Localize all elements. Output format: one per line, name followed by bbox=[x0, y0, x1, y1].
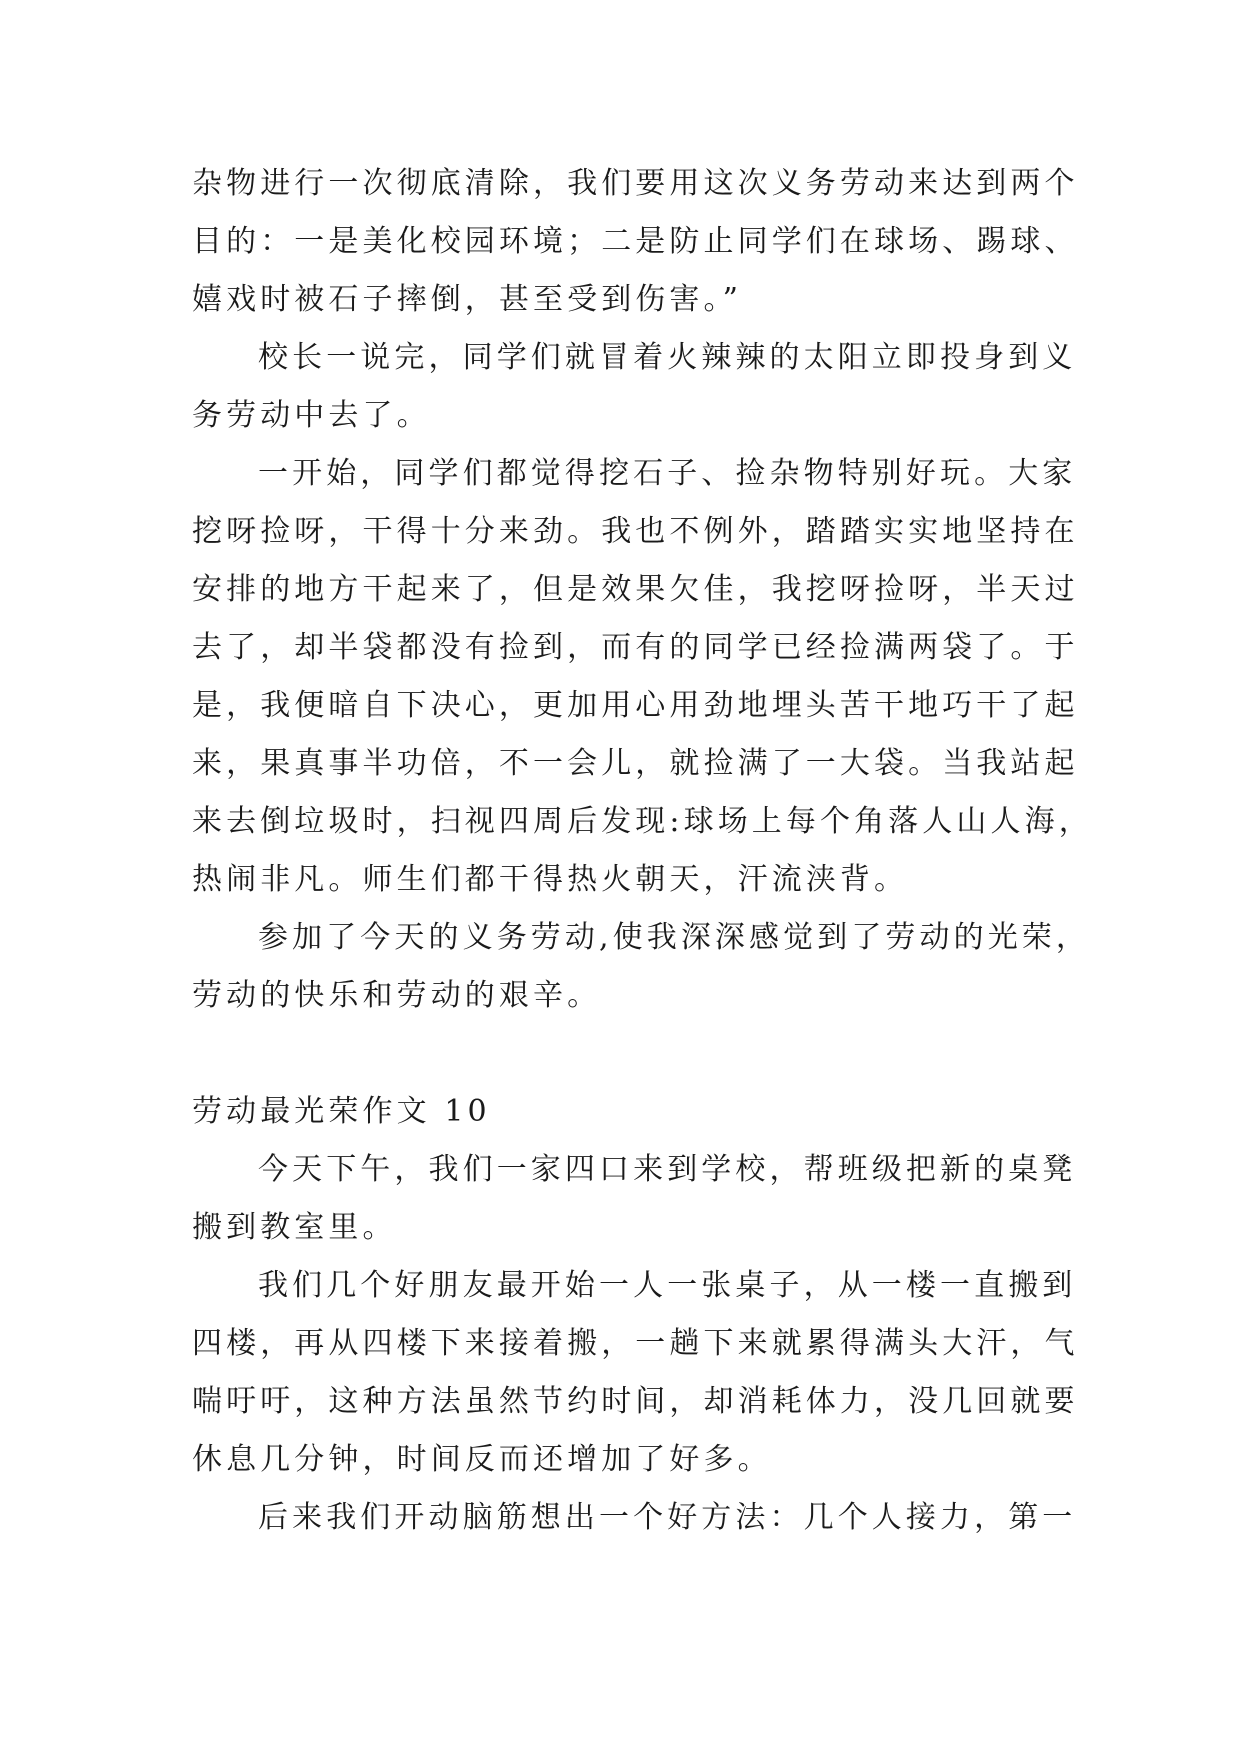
text-line: 喘吁吁，这种方法虽然节约时间，却消耗体力，没几回就要 bbox=[192, 1384, 1079, 1419]
text-line: 来，果真事半功倍，不一会儿，就捡满了一大袋。当我站起 bbox=[192, 746, 1079, 781]
text-line: 是，我便暗自下决心，更加用心用劲地埋头苦干地巧干了起 bbox=[192, 688, 1079, 723]
section-heading: 劳动最光荣作文 10 bbox=[192, 1094, 491, 1129]
text-line: 休息几分钟，时间反而还增加了好多。 bbox=[192, 1442, 772, 1477]
paragraph-start-line: 一开始，同学们都觉得挖石子、捡杂物特别好玩。大家 bbox=[258, 456, 1077, 491]
text-line: 热闹非凡。师生们都干得热火朝天，汗流浃背。 bbox=[192, 862, 909, 897]
paragraph-start-line: 参加了今天的义务劳动,使我深深感觉到了劳动的光荣， bbox=[258, 920, 1091, 955]
text-line: 嬉戏时被石子摔倒，甚至受到伤害。” bbox=[192, 282, 743, 317]
text-line: 杂物进行一次彻底清除，我们要用这次义务劳动来达到两个 bbox=[192, 166, 1079, 201]
text-line: 劳动的快乐和劳动的艰辛。 bbox=[192, 978, 602, 1013]
text-line: 搬到教室里。 bbox=[192, 1210, 397, 1245]
text-line: 四楼，再从四楼下来接着搬，一趟下来就累得满头大汗，气 bbox=[192, 1326, 1079, 1361]
paragraph-start-line: 我们几个好朋友最开始一人一张桌子，从一楼一直搬到 bbox=[258, 1268, 1077, 1303]
paragraph-start-line: 后来我们开动脑筋想出一个好方法：几个人接力，第一 bbox=[258, 1500, 1077, 1535]
text-line: 目的：一是美化校园环境；二是防止同学们在球场、踢球、 bbox=[192, 224, 1079, 259]
text-line: 挖呀捡呀，干得十分来劲。我也不例外，踏踏实实地坚持在 bbox=[192, 514, 1079, 549]
text-line: 来去倒垃圾时，扫视四周后发现:球场上每个角落人山人海， bbox=[192, 804, 1093, 839]
text-line: 去了，却半袋都没有捡到，而有的同学已经捡满两袋了。于 bbox=[192, 630, 1079, 665]
text-line: 务劳动中去了。 bbox=[192, 398, 431, 433]
paragraph-start-line: 今天下午，我们一家四口来到学校，帮班级把新的桌凳 bbox=[258, 1152, 1077, 1187]
text-line: 安排的地方干起来了，但是效果欠佳，我挖呀捡呀，半天过 bbox=[192, 572, 1079, 607]
paragraph-start-line: 校长一说完，同学们就冒着火辣辣的太阳立即投身到义 bbox=[258, 340, 1077, 375]
